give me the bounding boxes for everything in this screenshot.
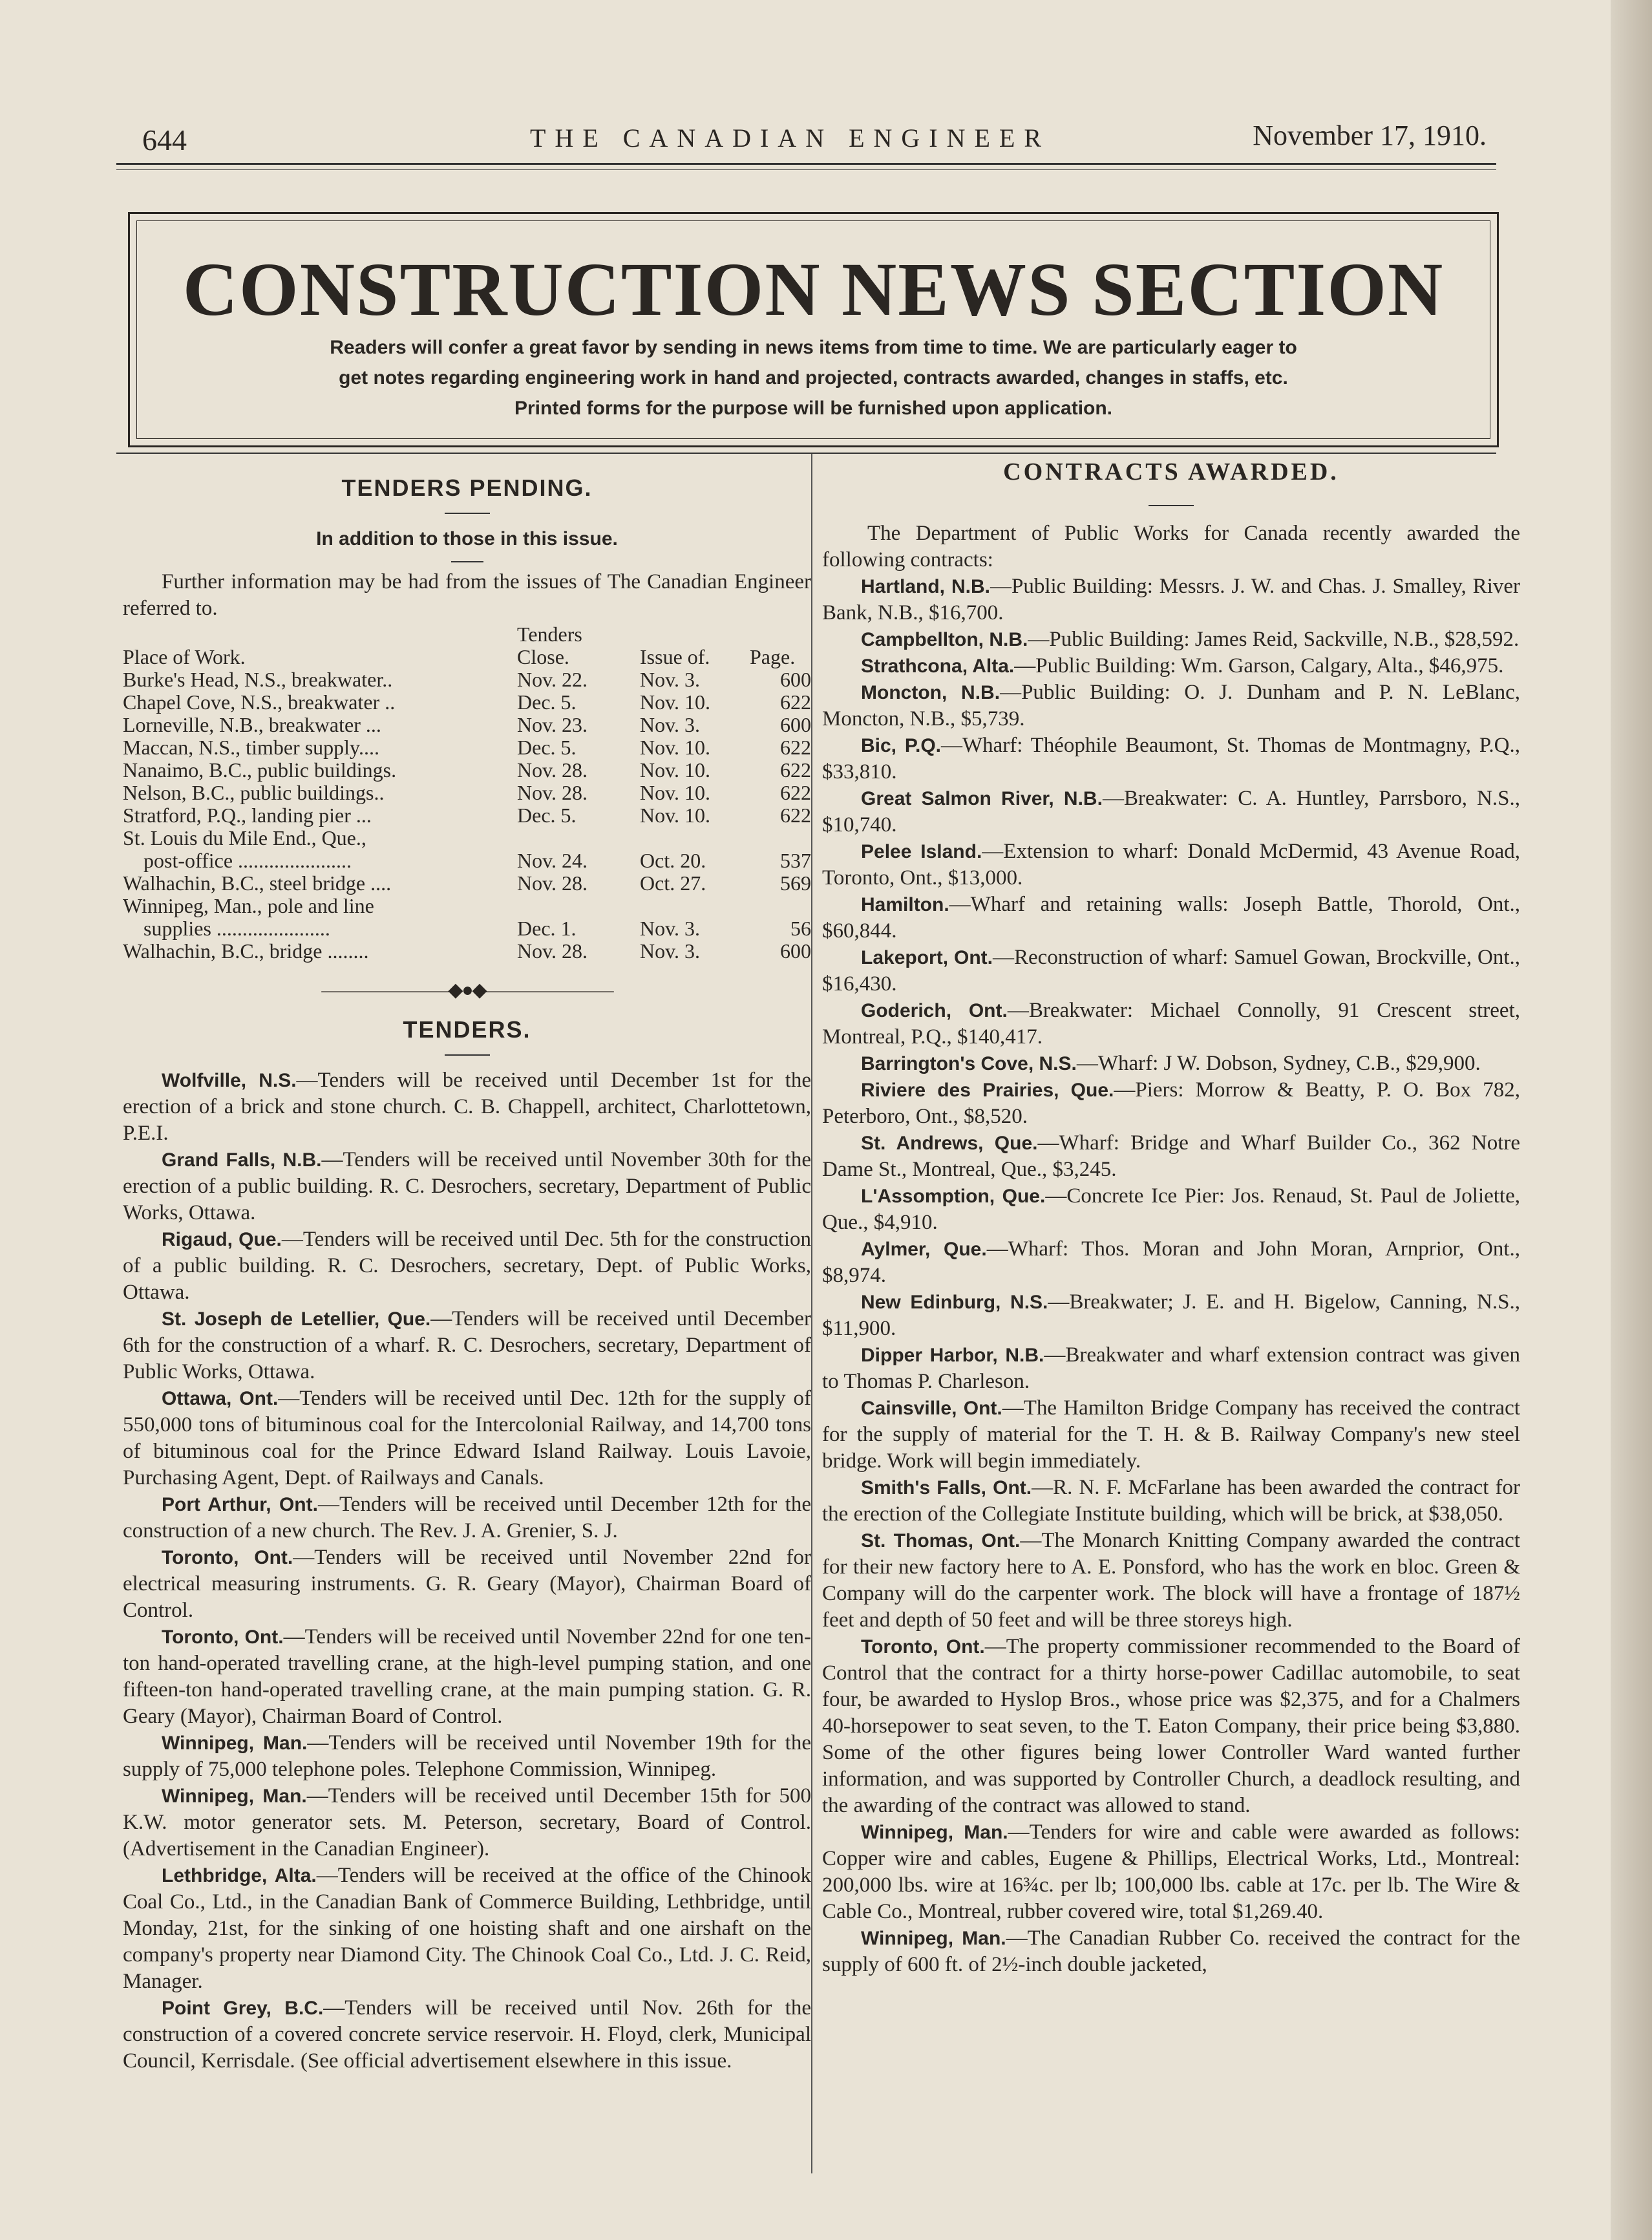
banner-inner-border <box>136 220 1490 439</box>
cell-page <box>750 827 811 849</box>
item-place: St. Andrews, Que. <box>861 1133 1038 1154</box>
cell-place: Lorneville, N.B., breakwater ... <box>123 713 381 736</box>
cell-issue: Nov. 3. <box>640 713 701 736</box>
item-text: —Public Building: Messrs. J. W. and Chas. J. Smalley, River Bank, N.B., $16,700. <box>822 575 1520 624</box>
item-text: —Tenders will be received until Dec. 12th for the supply of 550,000 tons of bituminous coal for the Intercolonial Railway, and 14,700 tons of bituminous coal for the Prince Edward Island Railway. Louis Lavoie, Purchasing Agent, Dept. of Railways and Canals. <box>123 1387 811 1489</box>
heading-dash <box>445 513 490 514</box>
cell-issue <box>640 895 750 917</box>
table-row <box>123 691 811 714</box>
item-place: Point Grey, B.C. <box>162 1998 324 2019</box>
cell-close <box>517 895 640 917</box>
news-item <box>822 891 1520 944</box>
cell-issue: Nov. 3. <box>640 917 701 940</box>
tenders-heading: TENDERS. <box>403 1016 531 1043</box>
heading-dash <box>451 561 483 562</box>
item-text: —Tenders for wire and cable were awarded as follows: Copper wire and cables, Eugene & Phillips, Electrical Works, Ltd., Montreal: 200,000 lbs. wire at 16¾c. per lb; 100,000 lbs. cable at 17c. per lb. The Wire & Cable Co., Montreal, rubber covered wire, total $1,269.40. <box>822 1820 1520 1923</box>
cell-page: 569 <box>780 871 811 895</box>
col-close-header <box>517 623 640 668</box>
cell-page <box>750 895 811 917</box>
item-place: Great Salmon River, N.B. <box>861 788 1103 809</box>
news-item <box>822 1925 1520 1978</box>
item-place: Wolfville, N.S. <box>162 1070 297 1091</box>
cell-page: 600 <box>780 713 811 736</box>
cell-issue: Oct. 20. <box>640 849 706 872</box>
cell-page: 622 <box>780 736 811 759</box>
item-text: —Piers: Morrow & Beatty, P. O. Box 782, Peterboro, Ont., $8,520. <box>822 1078 1520 1128</box>
news-item <box>822 1395 1520 1475</box>
item-text: —The Canadian Rubber Co. received the contract for the supply of 600 ft. of 2½-inch double jacketed, <box>822 1926 1520 1976</box>
table-row <box>123 895 811 917</box>
news-item <box>822 785 1520 838</box>
news-item <box>123 1306 811 1385</box>
item-text: —Tenders will be received until December 1st for the erection of a brick and stone church. C. B. Chappell, architect, Charlottetown, P.E.I. <box>123 1069 811 1145</box>
news-item <box>123 1226 811 1306</box>
item-text: —Public Building: James Reid, Sackville, N.B., $28,592. <box>1028 628 1520 651</box>
banner-line: Readers will confer a great favor by sending in news items from time to time. We are particularly eager to <box>330 337 1297 358</box>
issue-date: November 17, 1910. <box>1253 120 1487 151</box>
cell-close: Nov. 28. <box>517 758 588 782</box>
table-row <box>123 940 811 963</box>
news-item <box>822 732 1520 785</box>
cell-place: Walhachin, B.C., steel bridge .... <box>123 871 392 895</box>
item-text: —Wharf and retaining walls: Joseph Battle, Thorold, Ont., $60,844. <box>822 893 1520 943</box>
heading-dash <box>445 1054 490 1056</box>
running-header <box>142 115 1487 160</box>
cell-close: Nov. 22. <box>517 668 588 691</box>
header-rule <box>116 163 1496 165</box>
news-item <box>822 1051 1520 1077</box>
item-text: —Tenders will be received until November 19th for the supply of 75,000 telephone poles. Telephone Commission, Winnipeg. <box>123 1731 811 1781</box>
column-separator <box>811 454 812 2173</box>
item-text: —The property commissioner recommended to the Board of Control that the contract for a thirty horse-power Cadillac automobile, to seat four, be awarded to Hyslop Bros., whose price was $2,375, and for a Chalmers 40-horsepower to seat seven, to the T. Eaton Company, their price being $3,880. Some of the other figures being lower Controller Ward wanted further information, and was supported by Controller Church, a deadlock resulting, and the awarding of the contract was allowed to stand. <box>822 1635 1520 1817</box>
item-place: Lethbridge, Alta. <box>162 1865 317 1886</box>
news-item <box>822 626 1520 653</box>
tenders-pending-rows <box>123 668 811 963</box>
cell-page: 537 <box>780 849 811 872</box>
news-item <box>822 838 1520 891</box>
news-item <box>822 1342 1520 1395</box>
table-row <box>123 782 811 804</box>
banner-bottom-rule <box>116 453 1496 454</box>
col-close-header-top: Tenders <box>517 623 582 646</box>
item-place: Lakeport, Ont. <box>861 947 993 968</box>
item-place: Port Arthur, Ont. <box>162 1494 318 1515</box>
item-text: —Breakwater; J. E. and H. Bigelow, Canning, N.S., $11,900. <box>822 1290 1521 1340</box>
item-text: —Wharf: J W. Dobson, Sydney, C.B., $29,900. <box>1076 1052 1481 1075</box>
item-place: Toronto, Ont. <box>162 1627 284 1648</box>
cell-page: 622 <box>780 804 811 827</box>
item-place: Rigaud, Que. <box>162 1229 282 1250</box>
item-place: Toronto, Ont. <box>861 1636 985 1658</box>
news-item <box>123 1544 811 1624</box>
banner-line: get notes regarding engineering work in hand and projected, contracts awarded, changes in staffs, etc. <box>339 367 1288 389</box>
item-text: —Extension to wharf: Donald McDermid, 43 Avenue Road, Toronto, Ont., $13,000. <box>822 840 1520 890</box>
item-text: —Tenders will be received at the office of the Chinook Coal Co., Ltd., in the Canadian Bank of Commerce Building, Lethbridge, until Monday, 21st, for the sinking of one hoisting shaft and one airshaft on the company's property near Diamond City. The Chinook Coal Co., Ltd. J. C. Reid, Manager. <box>123 1864 811 1993</box>
item-text: —Breakwater: C. A. Huntley, Parrsboro, N.S., $10,740. <box>822 787 1521 837</box>
table-row <box>123 759 811 782</box>
table-row <box>123 668 811 691</box>
tenders-pending-table <box>123 623 811 963</box>
header-rule-thin <box>116 169 1496 170</box>
news-item <box>822 944 1520 997</box>
cell-place: post-office ...................... <box>123 849 352 872</box>
item-place: Bic, P.Q. <box>861 735 941 756</box>
item-place: Hartland, N.B. <box>861 576 990 597</box>
item-place: Campbellton, N.B. <box>861 629 1028 650</box>
news-item <box>822 997 1520 1051</box>
cell-page: 56 <box>790 917 811 940</box>
table-row <box>123 872 811 895</box>
table-row <box>123 804 811 827</box>
cell-issue: Nov. 10. <box>640 804 711 827</box>
cell-place: Nanaimo, B.C., public buildings. <box>123 758 397 782</box>
item-place: Smith's Falls, Ont. <box>861 1477 1032 1499</box>
item-place: Strathcona, Alta. <box>861 656 1015 677</box>
cell-place: Walhachin, B.C., bridge ........ <box>123 939 369 963</box>
news-item <box>822 1475 1520 1528</box>
banner-line: Printed forms for the purpose will be furnished upon application. <box>514 398 1113 419</box>
col-close-header-bottom: Close. <box>517 645 569 668</box>
page-edge <box>1611 0 1652 2240</box>
item-place: St. Thomas, Ont. <box>861 1530 1021 1552</box>
news-item <box>822 1183 1520 1236</box>
cell-issue: Nov. 10. <box>640 690 711 714</box>
cell-close: Nov. 24. <box>517 849 588 872</box>
page-number: 644 <box>142 123 187 156</box>
item-text: —Tenders will be received until December 12th for the construction of a new church. The Rev. J. A. Grenier, S. J. <box>123 1493 811 1542</box>
item-text: —Tenders will be received until November 30th for the erection of a public building. R. C. Desrochers, secretary, Department of Public Works, Ottawa. <box>123 1148 811 1224</box>
item-place: Winnipeg, Man. <box>162 1733 308 1754</box>
item-text: —Wharf: Thos. Moran and John Moran, Arnprior, Ont., $8,974. <box>822 1237 1520 1287</box>
news-item <box>123 1783 811 1862</box>
cell-issue: Nov. 10. <box>640 758 711 782</box>
news-item <box>123 1147 811 1226</box>
col-page-header: Page. <box>750 645 796 668</box>
item-text: —Breakwater and wharf extension contract was given to Thomas P. Charleson. <box>822 1343 1520 1393</box>
ornament-divider: ———————◆●◆——————— <box>321 979 613 1001</box>
table-row <box>123 849 811 872</box>
cell-close <box>517 827 640 849</box>
right-column <box>822 459 1520 1978</box>
item-place: L'Assomption, Que. <box>861 1186 1046 1207</box>
journal-title: THE CANADIAN ENGINEER <box>530 123 1051 153</box>
cell-place: Chapel Cove, N.S., breakwater .. <box>123 690 396 714</box>
item-text: —Public Building: Wm. Garson, Calgary, Alta., $46,975. <box>1014 654 1504 677</box>
cell-issue: Nov. 3. <box>640 668 701 691</box>
item-text: —Tenders will be received until November 22nd for one ten-ton hand-operated travelling crane, at the high-level pumping station, and one fifteen-ton hand-operated travelling crane, at the main pumping station. G. R. Geary (Mayor), Chairman Board of Control. <box>123 1625 811 1728</box>
section-banner <box>128 212 1499 447</box>
news-item <box>123 1862 811 1995</box>
cell-close: Nov. 28. <box>517 781 588 804</box>
cell-page: 600 <box>780 668 811 691</box>
item-place: Aylmer, Que. <box>861 1239 987 1260</box>
item-place: Winnipeg, Man. <box>861 1822 1008 1843</box>
item-place: Goderich, Ont. <box>861 1000 1008 1021</box>
cell-page: 600 <box>780 939 811 963</box>
item-text: —Tenders will be received until December 6th for the construction of a wharf. R. C. Desrochers, secretary, Department of Public Works, Ottawa. <box>123 1307 812 1383</box>
item-text: —Breakwater: Michael Connolly, 91 Crescent street, Montreal, P.Q., $140,417. <box>822 999 1520 1049</box>
contracts-awarded-heading: CONTRACTS AWARDED. <box>1003 458 1339 485</box>
contracts-awarded-intro: The Department of Public Works for Canada recently awarded the following contracts: <box>822 522 1520 571</box>
tenders-list <box>123 1067 811 2075</box>
cell-place: Burke's Head, N.S., breakwater.. <box>123 668 393 691</box>
news-item <box>822 679 1520 732</box>
item-text: —R. N. F. McFarlane has been awarded the contract for the erection of the Collegiate Institute building, which will be brick, at $38,050. <box>822 1476 1520 1526</box>
cell-close: Dec. 5. <box>517 804 577 827</box>
heading-dash <box>1149 505 1194 506</box>
table-header-row <box>123 623 811 668</box>
cell-page: 622 <box>780 690 811 714</box>
table-row <box>123 917 811 940</box>
item-text: —Tenders will be received until Nov. 26th for the construction of a covered concrete service reservoir. H. Floyd, clerk, Municipal Council, Kerrisdale. (See official advertisement elsewhere in this issue. <box>123 1996 811 2073</box>
item-place: Moncton, N.B. <box>861 682 1001 703</box>
item-place: Pelee Island. <box>861 841 982 862</box>
table-row <box>123 827 811 849</box>
news-item <box>822 1077 1520 1130</box>
cell-place: Stratford, P.Q., landing pier ... <box>123 804 372 827</box>
news-item <box>822 1528 1520 1634</box>
news-item <box>123 1067 811 1147</box>
tenders-pending-heading: TENDERS PENDING. <box>341 475 593 501</box>
item-text: —Wharf: Bridge and Wharf Builder Co., 362 Notre Dame St., Montreal, Que., $3,245. <box>822 1131 1520 1181</box>
news-item <box>123 1385 811 1491</box>
banner-title: CONSTRUCTION NEWS SECTION <box>182 247 1445 332</box>
item-text: —Public Building: O. J. Dunham and P. N. LeBlanc, Moncton, N.B., $5,739. <box>822 681 1520 731</box>
contracts-list <box>822 573 1520 1978</box>
cell-issue: Nov. 10. <box>640 781 711 804</box>
cell-close: Nov. 23. <box>517 713 588 736</box>
item-text: —The Monarch Knitting Company awarded the contract for their new factory here to A. E. Ponsford, who has the work en bloc. Green & Company will do the carpenter work. The block will have a frontage of 187½ feet and depth of 50 feet and will be three storeys high. <box>822 1529 1520 1632</box>
news-item <box>822 1634 1520 1819</box>
tenders-pending-subtitle: In addition to those in this issue. <box>316 528 618 549</box>
item-text: —Tenders will be received until Dec. 5th for the construction of a public building. R. C. Desrochers, secretary, Dept. of Public Works, Ottawa. <box>123 1228 811 1304</box>
item-place: New Edinburg, N.S. <box>861 1292 1048 1313</box>
table-row <box>123 736 811 759</box>
news-item <box>123 1491 811 1544</box>
item-place: Grand Falls, N.B. <box>162 1149 322 1171</box>
item-place: Ottawa, Ont. <box>162 1388 279 1409</box>
item-place: Cainsville, Ont. <box>861 1398 1002 1419</box>
cell-close: Nov. 28. <box>517 939 588 963</box>
item-place: Barrington's Cove, N.S. <box>861 1053 1077 1074</box>
cell-page: 622 <box>780 781 811 804</box>
col-issue-header: Issue of. <box>640 645 710 668</box>
col-place-header: Place of Work. <box>123 645 246 668</box>
cell-issue: Nov. 3. <box>640 939 701 963</box>
cell-close: Dec. 5. <box>517 690 577 714</box>
news-item <box>123 1730 811 1783</box>
item-place: Winnipeg, Man. <box>861 1928 1006 1949</box>
news-item <box>822 1289 1520 1342</box>
item-place: Winnipeg, Man. <box>162 1786 307 1807</box>
item-text: —Reconstruction of wharf: Samuel Gowan, Brockville, Ont., $16,430. <box>822 946 1520 996</box>
cell-place: Maccan, N.S., timber supply.... <box>123 736 379 759</box>
item-place: Riviere des Prairies, Que. <box>861 1080 1114 1101</box>
cell-close: Dec. 1. <box>517 917 577 940</box>
item-place: St. Joseph de Letellier, Que. <box>162 1308 431 1330</box>
cell-close: Dec. 5. <box>517 736 577 759</box>
news-item <box>822 1130 1520 1183</box>
news-item <box>822 653 1520 679</box>
item-text: —Tenders will be received until December 15th for 500 K.W. motor generator sets. M. Peterson, secretary, Board of Control. (Advertisement in the Canadian Engineer). <box>123 1784 811 1861</box>
item-text: —Concrete Ice Pier: Jos. Renaud, St. Paul de Joliette, Que., $4,910. <box>822 1184 1520 1234</box>
cell-issue: Nov. 10. <box>640 736 711 759</box>
item-text: —The Hamilton Bridge Company has received the contract for the supply of material for the T. H. & B. Railway Company's new steel bridge. Work will begin immediately. <box>822 1396 1520 1473</box>
cell-place: St. Louis du Mile End., Que., <box>123 826 366 849</box>
item-place: Toronto, Ont. <box>162 1547 293 1568</box>
left-column <box>123 459 811 2075</box>
cell-place: Winnipeg, Man., pole and line <box>123 894 374 917</box>
item-text: —Wharf: Théophile Beaumont, St. Thomas de Montmagny, P.Q., $33,810. <box>822 734 1520 784</box>
cell-issue: Oct. 27. <box>640 871 706 895</box>
banner-notice <box>137 332 1490 423</box>
cell-page: 622 <box>780 758 811 782</box>
item-place: Hamilton. <box>861 894 949 915</box>
news-item <box>123 1624 811 1730</box>
news-item <box>123 1995 811 2075</box>
tenders-pending-intro: Further information may be had from the issues of The Canadian Engineer referred to. <box>123 570 811 620</box>
news-item <box>822 1236 1520 1289</box>
item-text: —Tenders will be received until November 22nd for electrical measuring instruments. G. R. Geary (Mayor), Chairman Board of Control. <box>123 1546 811 1622</box>
news-item <box>822 1819 1520 1925</box>
cell-place: supplies ...................... <box>123 917 330 940</box>
cell-place: Nelson, B.C., public buildings.. <box>123 781 385 804</box>
cell-issue <box>640 827 750 849</box>
cell-close: Nov. 28. <box>517 871 588 895</box>
item-place: Dipper Harbor, N.B. <box>861 1345 1044 1366</box>
news-item <box>822 573 1520 626</box>
table-row <box>123 714 811 736</box>
